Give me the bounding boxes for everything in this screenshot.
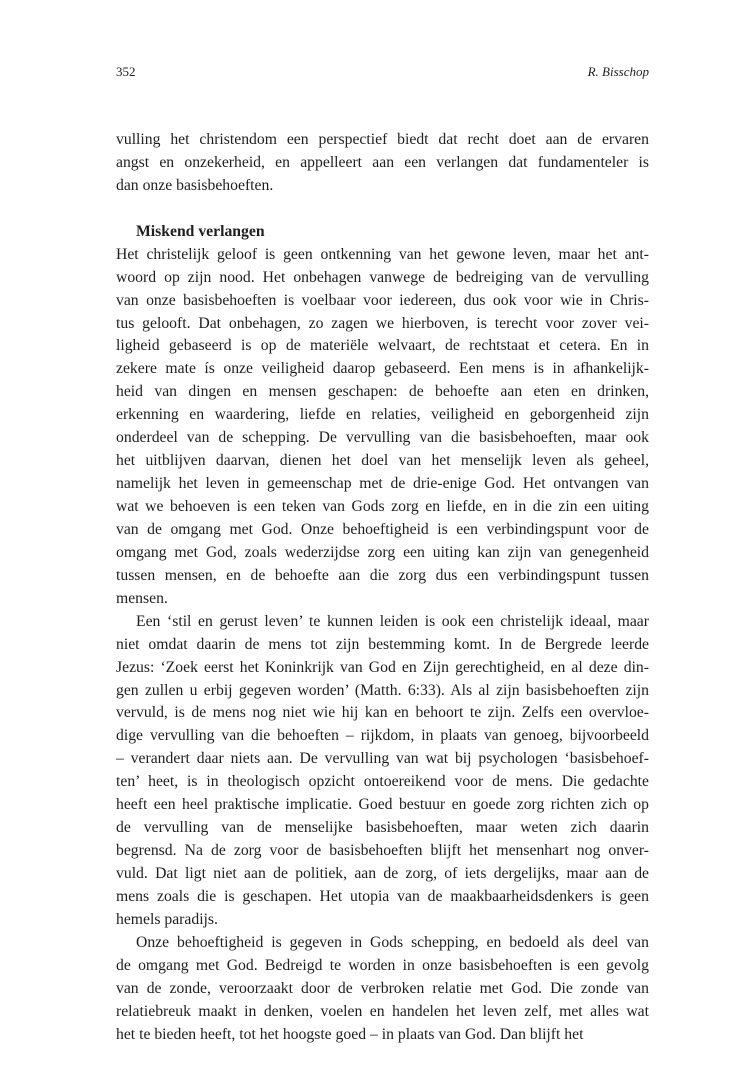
text-line: gen zullen u erbij gegeven worden’ (Matth. 6:33). Als al zijn basisbehoeften zijn	[116, 681, 649, 699]
text-line: tus gelooft. Dat onbehagen, zo zagen we hierboven, is terecht voor zover vei-	[116, 314, 649, 332]
text-line: woord op zijn nood. Het onbehagen vanwege de bedreiging van de vervulling	[116, 268, 649, 286]
body-text	[116, 129, 649, 1047]
text-line: – verandert daar niets aan. De vervulling van wat bij psychologen ‘basisbehoef-	[116, 750, 649, 768]
text-line: zekere mate ís onze veiligheid daarop gebaseerd. Een mens is in afhankelijk-	[116, 360, 649, 378]
text-line: namelijk het leven in gemeenschap met de drie-enige God. Het ontvangen van	[116, 475, 649, 493]
text-line: niet omdat daarin de mens tot zijn bestemming komt. In de Bergrede leerde	[116, 635, 649, 653]
paragraph	[116, 932, 649, 1047]
text-line: Jezus: ‘Zoek eerst het Koninkrijk van God en Zijn gerechtigheid, en al deze din-	[116, 658, 649, 676]
text-line: vervuld, is de mens nog niet wie hij kan en behoort te zijn. Zelfs een overvloe-	[116, 704, 649, 722]
text-line: hemels paradijs.	[116, 910, 218, 928]
text-line: het uitblijven daarvan, dienen het doel van het menselijk leven als geheel,	[116, 452, 649, 470]
text-line: onderdeel van de schepping. De vervulling van die basisbehoeften, maar ook	[116, 429, 649, 447]
text-line: van onze basisbehoeften is voelbaar voor iedereen, dus ook voor wie in Chris-	[116, 291, 649, 309]
text-line: van de omgang met God. Onze behoeftigheid is een verbindingspunt voor de	[116, 520, 649, 538]
text-line: vulling het christendom een perspectief biedt dat recht doet aan de ervaren	[116, 131, 649, 148]
text-line: tussen mensen, en de behoefte aan die zorg dus een verbindingspunt tussen	[116, 566, 649, 584]
text-line: het te bieden heeft, tot het hoogste goed – in plaats van God. Dan blijft het	[116, 1025, 584, 1043]
page-number: 352	[116, 64, 136, 79]
text-line: begrensd. Na de zorg voor de basisbehoeften blijft het mensenhart nog onver-	[116, 842, 649, 860]
paragraph	[116, 244, 649, 611]
text-line: angst en onzekerheid, en appelleert aan een verlangen dat fundamenteler is	[116, 153, 649, 171]
text-line: ligheid gebaseerd is op de materiële welvaart, de rechtstaat et cetera. En in	[116, 337, 649, 355]
text-line: omgang met God, zoals wederzijdse zorg een uiting kan zijn van genegenheid	[116, 543, 649, 561]
text-line: mens zoals die is geschapen. Het utopia van de maakbaarheidsdenkers is geen	[116, 887, 649, 905]
section-heading: Miskend verlangen	[136, 222, 265, 240]
text-line: heeft een heel praktische implicatie. Goed bestuur en goede zorg richten zich op	[116, 796, 649, 814]
text-line: Het christelijk geloof is geen ontkenning van het gewone leven, maar het ant-	[116, 245, 649, 263]
text-line: de vervulling van de menselijke basisbehoeften, maar weten zich daarin	[116, 819, 649, 837]
text-line: Een ‘stil en gerust leven’ te kunnen leiden is ook een christelijk ideaal, maar	[136, 612, 649, 630]
text-line: dan onze basisbehoeften.	[116, 176, 274, 194]
paragraph	[116, 611, 649, 932]
text-line: ten’ heet, is in theologisch opzicht ontoereikend voor de mens. Die gedachte	[116, 773, 649, 791]
text-line: erkenning en waardering, liefde en relaties, veiligheid en geborgenheid zijn	[116, 406, 649, 424]
text-line: wat we behoeven is een teken van Gods zorg en liefde, en in die zin een uiting	[116, 498, 649, 515]
running-head-author: R. Bisschop	[587, 64, 649, 79]
text-line: van de zonde, veroorzaakt door de verbroken relatie met God. Die zonde van	[116, 979, 649, 997]
text-line: Onze behoeftigheid is gegeven in Gods schepping, en bedoeld als deel van	[136, 933, 649, 951]
section-spacer	[116, 198, 649, 221]
text-line: mensen.	[116, 589, 168, 607]
intro-paragraph	[116, 129, 649, 198]
text-line: relatiebreuk maakt in denken, voelen en handelen het leven zelf, met alles wat	[116, 1002, 649, 1020]
text-line: heid van dingen en mensen geschapen: de behoefte aan eten en drinken,	[116, 383, 649, 401]
text-line: vuld. Dat ligt niet aan de politiek, aan de zorg, of iets dergelijks, maar aan de	[116, 865, 649, 882]
text-line: de omgang met God. Bedreigd te worden in onze basisbehoeften is een gevolg	[116, 956, 649, 974]
text-line: dige vervulling van die behoeften – rijkdom, in plaats van genoeg, bijvoorbeeld	[116, 727, 649, 745]
